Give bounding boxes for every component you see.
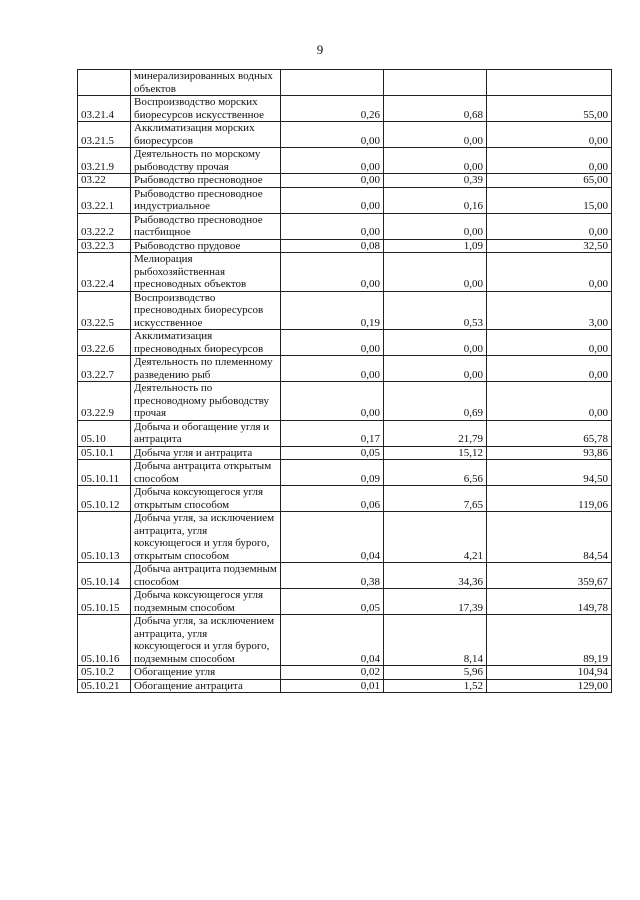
code-cell: 03.22.4 — [78, 253, 131, 292]
value-cell-3: 149,78 — [487, 589, 612, 615]
value-cell-2: 21,79 — [384, 420, 487, 446]
value-cell-2: 4,21 — [384, 512, 487, 563]
value-cell-2: 7,65 — [384, 486, 487, 512]
value-cell-1: 0,19 — [281, 291, 384, 330]
table-row — [78, 174, 612, 188]
value-cell-2: 0,39 — [384, 174, 487, 188]
code-cell: 05.10 — [78, 420, 131, 446]
value-cell-1: 0,38 — [281, 563, 384, 589]
table-row — [78, 615, 612, 666]
value-cell-3: 65,00 — [487, 174, 612, 188]
name-cell: Деятельность по морскому рыбоводству прочая — [131, 148, 281, 174]
table-body — [78, 70, 612, 693]
value-cell-1: 0,04 — [281, 615, 384, 666]
value-cell-2: 15,12 — [384, 446, 487, 460]
table-row — [78, 486, 612, 512]
code-cell: 05.10.1 — [78, 446, 131, 460]
table-row — [78, 330, 612, 356]
code-cell: 05.10.13 — [78, 512, 131, 563]
name-cell: Обогащение угля — [131, 666, 281, 680]
value-cell-2 — [384, 70, 487, 96]
code-cell: 05.10.15 — [78, 589, 131, 615]
table-row — [78, 96, 612, 122]
value-cell-1: 0,00 — [281, 253, 384, 292]
name-cell: Акклиматизация пресноводных биоресурсов — [131, 330, 281, 356]
table-row — [78, 589, 612, 615]
value-cell-2: 17,39 — [384, 589, 487, 615]
table-row — [78, 382, 612, 421]
value-cell-3: 0,00 — [487, 148, 612, 174]
table-row — [78, 253, 612, 292]
value-cell-1: 0,00 — [281, 174, 384, 188]
name-cell: Рыбоводство прудовое — [131, 239, 281, 253]
code-cell: 03.22.5 — [78, 291, 131, 330]
name-cell: Добыча угля и антрацита — [131, 446, 281, 460]
data-table — [77, 69, 612, 693]
value-cell-3: 0,00 — [487, 356, 612, 382]
value-cell-1: 0,01 — [281, 679, 384, 693]
code-cell: 03.21.4 — [78, 96, 131, 122]
value-cell-2: 0,53 — [384, 291, 487, 330]
code-cell: 03.22.6 — [78, 330, 131, 356]
value-cell-3: 65,78 — [487, 420, 612, 446]
value-cell-1: 0,00 — [281, 213, 384, 239]
value-cell-3: 55,00 — [487, 96, 612, 122]
value-cell-3: 15,00 — [487, 187, 612, 213]
table-row — [78, 563, 612, 589]
value-cell-2: 0,00 — [384, 356, 487, 382]
value-cell-1: 0,00 — [281, 148, 384, 174]
value-cell-3: 32,50 — [487, 239, 612, 253]
name-cell: Рыбоводство пресноводное индустриальное — [131, 187, 281, 213]
table-row — [78, 460, 612, 486]
value-cell-3: 0,00 — [487, 253, 612, 292]
value-cell-1: 0,17 — [281, 420, 384, 446]
value-cell-2: 0,00 — [384, 253, 487, 292]
code-cell: 03.21.5 — [78, 122, 131, 148]
value-cell-2: 1,09 — [384, 239, 487, 253]
code-cell: 05.10.12 — [78, 486, 131, 512]
code-cell: 03.22.9 — [78, 382, 131, 421]
table-row — [78, 679, 612, 693]
page-number: 9 — [316, 42, 324, 57]
value-cell-3: 359,67 — [487, 563, 612, 589]
value-cell-3: 84,54 — [487, 512, 612, 563]
value-cell-1: 0,05 — [281, 446, 384, 460]
value-cell-2: 0,00 — [384, 122, 487, 148]
name-cell: Добыча угля, за исключением антрацита, угля коксующегося и угля бурого, открытым способом — [131, 512, 281, 563]
code-cell: 03.22.2 — [78, 213, 131, 239]
value-cell-3: 0,00 — [487, 330, 612, 356]
name-cell: Воспроизводство пресноводных биоресурсов искусственное — [131, 291, 281, 330]
name-cell: Деятельность по племенному разведению рыб — [131, 356, 281, 382]
name-cell: Рыбоводство пресноводное пастбищное — [131, 213, 281, 239]
value-cell-1: 0,06 — [281, 486, 384, 512]
name-cell: Добыча коксующегося угля подземным способом — [131, 589, 281, 615]
name-cell: Добыча и обогащение угля и антрацита — [131, 420, 281, 446]
name-cell: Деятельность по пресноводному рыбоводству прочая — [131, 382, 281, 421]
code-cell: 05.10.11 — [78, 460, 131, 486]
code-cell: 03.21.9 — [78, 148, 131, 174]
value-cell-2: 6,56 — [384, 460, 487, 486]
value-cell-1: 0,26 — [281, 96, 384, 122]
table-row — [78, 122, 612, 148]
value-cell-3: 0,00 — [487, 213, 612, 239]
name-cell: Добыча коксующегося угля открытым способом — [131, 486, 281, 512]
name-cell: Воспроизводство морских биоресурсов искусственное — [131, 96, 281, 122]
value-cell-3: 104,94 — [487, 666, 612, 680]
table-row — [78, 666, 612, 680]
value-cell-3: 3,00 — [487, 291, 612, 330]
code-cell: 05.10.14 — [78, 563, 131, 589]
value-cell-1: 0,00 — [281, 382, 384, 421]
table-row — [78, 70, 612, 96]
table-row — [78, 187, 612, 213]
value-cell-2: 0,16 — [384, 187, 487, 213]
value-cell-1: 0,00 — [281, 330, 384, 356]
table-row — [78, 148, 612, 174]
code-cell: 03.22 — [78, 174, 131, 188]
table-row — [78, 420, 612, 446]
value-cell-2: 0,68 — [384, 96, 487, 122]
value-cell-1: 0,09 — [281, 460, 384, 486]
name-cell: Добыча угля, за исключением антрацита, угля коксующегося и угля бурого, подземным способом — [131, 615, 281, 666]
name-cell: Мелиорация рыбохозяйственная пресноводных объектов — [131, 253, 281, 292]
value-cell-2: 0,00 — [384, 148, 487, 174]
table-row — [78, 291, 612, 330]
value-cell-1: 0,08 — [281, 239, 384, 253]
value-cell-3: 0,00 — [487, 382, 612, 421]
code-cell: 05.10.21 — [78, 679, 131, 693]
value-cell-1: 0,00 — [281, 187, 384, 213]
code-cell: 03.22.1 — [78, 187, 131, 213]
name-cell: Акклиматизация морских биоресурсов — [131, 122, 281, 148]
value-cell-3: 0,00 — [487, 122, 612, 148]
value-cell-2: 5,96 — [384, 666, 487, 680]
name-cell: Добыча антрацита подземным способом — [131, 563, 281, 589]
value-cell-1 — [281, 70, 384, 96]
value-cell-3 — [487, 70, 612, 96]
table-row — [78, 239, 612, 253]
value-cell-2: 0,00 — [384, 330, 487, 356]
value-cell-2: 0,00 — [384, 213, 487, 239]
name-cell: минерализированных водных объектов — [131, 70, 281, 96]
value-cell-1: 0,00 — [281, 122, 384, 148]
value-cell-3: 119,06 — [487, 486, 612, 512]
value-cell-2: 8,14 — [384, 615, 487, 666]
table-row — [78, 512, 612, 563]
table-row — [78, 446, 612, 460]
code-cell: 05.10.2 — [78, 666, 131, 680]
value-cell-3: 89,19 — [487, 615, 612, 666]
value-cell-3: 94,50 — [487, 460, 612, 486]
code-cell: 05.10.16 — [78, 615, 131, 666]
name-cell: Обогащение антрацита — [131, 679, 281, 693]
table-row — [78, 213, 612, 239]
code-cell: 03.22.7 — [78, 356, 131, 382]
value-cell-2: 1,52 — [384, 679, 487, 693]
value-cell-1: 0,04 — [281, 512, 384, 563]
code-cell — [78, 70, 131, 96]
value-cell-2: 34,36 — [384, 563, 487, 589]
value-cell-1: 0,02 — [281, 666, 384, 680]
value-cell-3: 93,86 — [487, 446, 612, 460]
name-cell: Добыча антрацита открытым способом — [131, 460, 281, 486]
value-cell-1: 0,00 — [281, 356, 384, 382]
value-cell-3: 129,00 — [487, 679, 612, 693]
code-cell: 03.22.3 — [78, 239, 131, 253]
value-cell-2: 0,69 — [384, 382, 487, 421]
table-row — [78, 356, 612, 382]
value-cell-1: 0,05 — [281, 589, 384, 615]
name-cell: Рыбоводство пресноводное — [131, 174, 281, 188]
